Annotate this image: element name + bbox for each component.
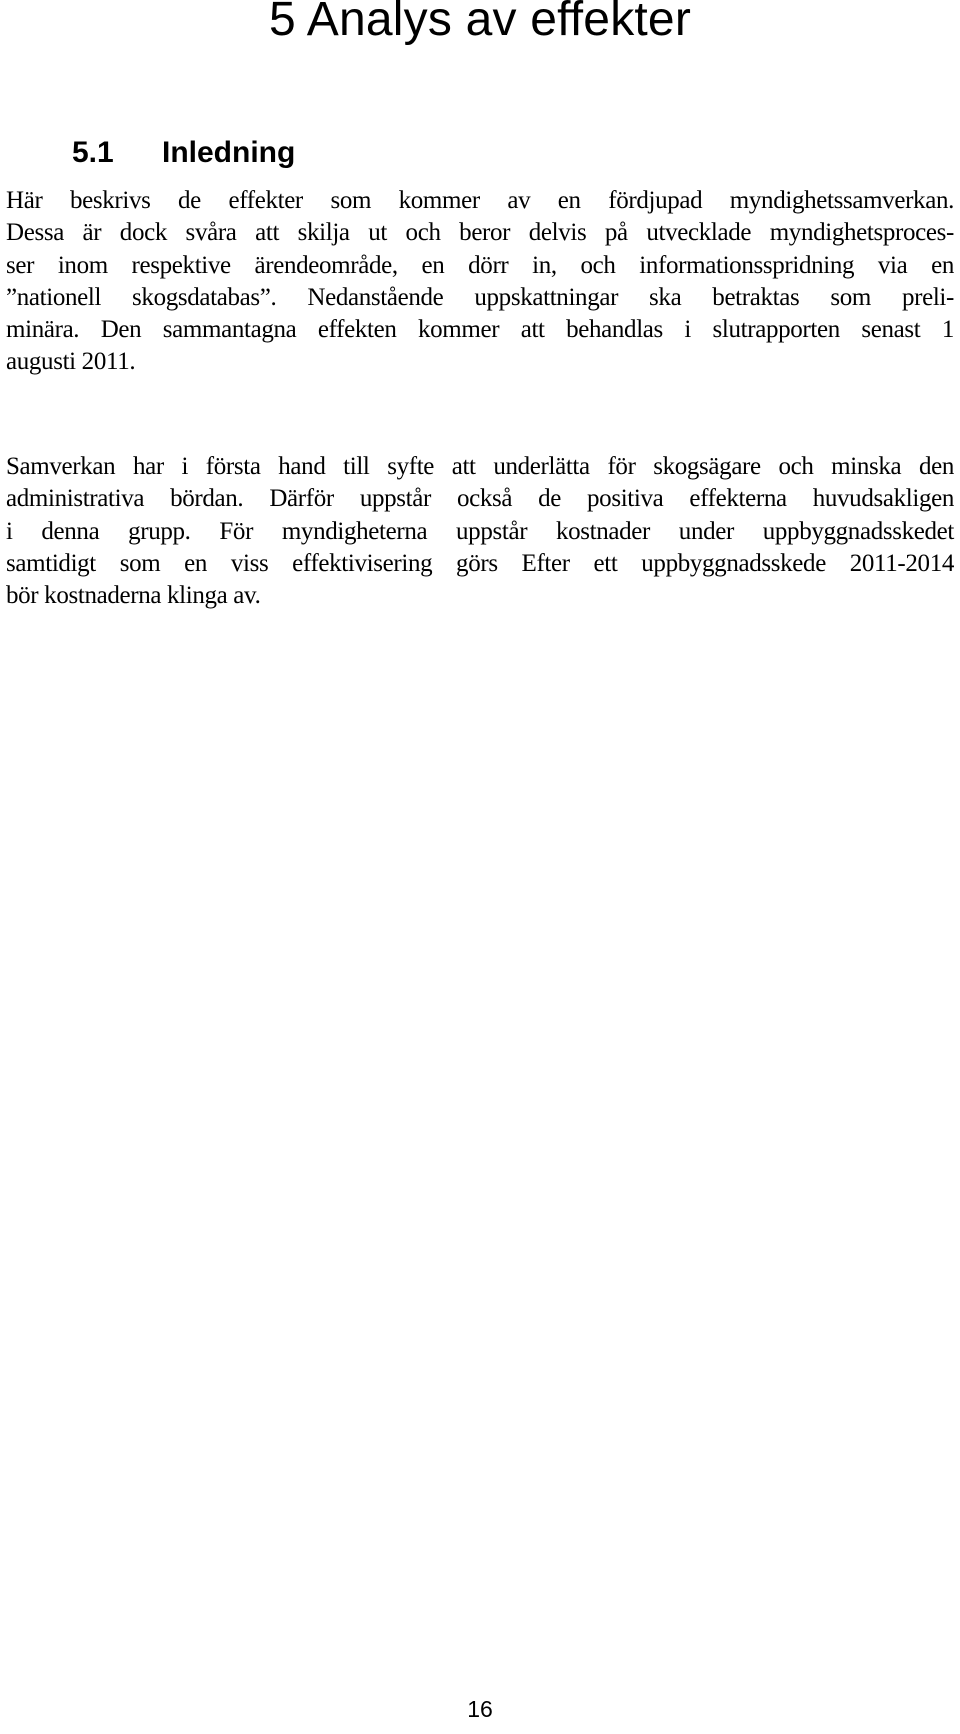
paragraph-line: administrativa bördan. Därför uppstår också de positiva effekterna huvudsakligen [6, 485, 954, 513]
paragraph-line: minära. Den sammantagna effekten kommer att behandlas i slutrapporten senast 1 [6, 316, 954, 344]
section-heading [72, 133, 295, 173]
paragraph-line: Här beskrivs de effekter som kommer av en fördjupad myndighetssamverkan. [6, 187, 954, 214]
chapter-title: 5 Analys av effekter [268, 0, 692, 46]
paragraph-line: ”nationell skogsdatabas”. Nedanstående uppskattningar ska betraktas som preli- [6, 283, 954, 311]
paragraph-line: samtidigt som en viss effektivisering görs Efter ett uppbyggnadsskede 2011-2014 [6, 549, 954, 577]
paragraph-line: augusti 2011. [6, 348, 136, 376]
page-number: 16 [467, 1696, 493, 1722]
section-title: Inledning [162, 136, 296, 169]
paragraph-line: ser inom respektive ärendeområde, en dörr in, och informationsspridning via en [6, 251, 954, 279]
paragraph-samverkan [6, 451, 954, 612]
section-number: 5.1 [72, 136, 114, 169]
paragraph-line: bör kostnaderna klinga av. [6, 582, 261, 610]
paragraph-line: Samverkan har i första hand till syfte att underlätta för skogsägare och minska den [6, 453, 954, 480]
paragraph-line: Dessa är dock svåra att skilja ut och beror delvis på utvecklade myndighetsproces- [6, 219, 954, 247]
paragraph-introduction [6, 185, 954, 379]
paragraph-line: i denna grupp. För myndigheterna uppstår kostnader under uppbyggnadsskedet [6, 517, 954, 545]
